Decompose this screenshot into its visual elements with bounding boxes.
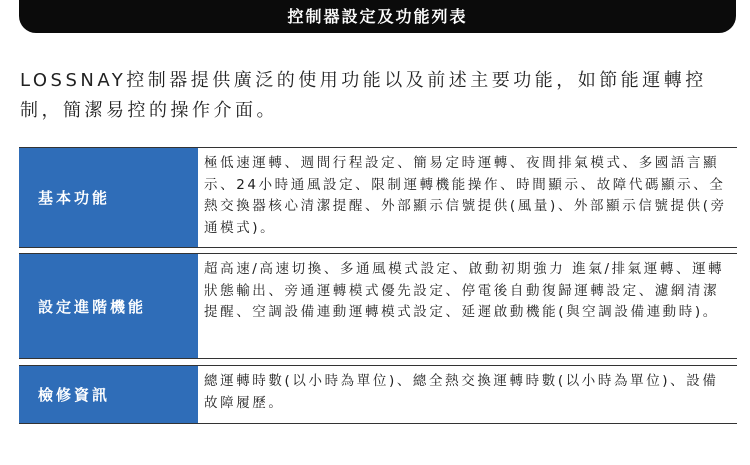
intro-paragraph: LOSSNAY控制器提供廣泛的使用功能以及前述主要功能，如節能運轉控制，簡潔易控的操作介面。: [20, 70, 707, 121]
table-row-advanced-settings: [19, 253, 737, 359]
feature-table: [19, 147, 737, 424]
row-content-advanced-settings: 超高速/高速切換、多通風模式設定、啟動初期強力 進氣/排氣運轉、運轉狀態輸出、旁通運轉模式優先設定、停電後自動復歸運轉設定、濾網清潔提醒、空調設備連動運轉模式設定、延遲啟動機能(與空調設備連動時)。: [204, 261, 725, 320]
row-label-advanced-settings: 設定進階機能: [19, 254, 198, 358]
row-label-maintenance-info: 檢修資訊: [19, 366, 198, 423]
row-content-maintenance-info: 總運轉時數(以小時為單位)、總全熱交換運轉時數(以小時為單位)、設備故障履歷。: [204, 373, 719, 411]
row-label-basic-functions: 基本功能: [19, 148, 198, 247]
page-title: 控制器設定及功能列表: [19, 0, 736, 33]
table-row-basic-functions: [19, 148, 737, 248]
table-row-maintenance-info: [19, 365, 737, 424]
row-content-basic-functions: 極低速運轉、週間行程設定、簡易定時運轉、夜間排氣模式、多國語言顯示、24小時通風設定、限制運轉機能操作、時間顯示、故障代碼顯示、全熱交換器核心清潔提醒、外部顯示信號提供(風量)、外部顯示信號提供(旁通模式)。: [204, 155, 727, 236]
